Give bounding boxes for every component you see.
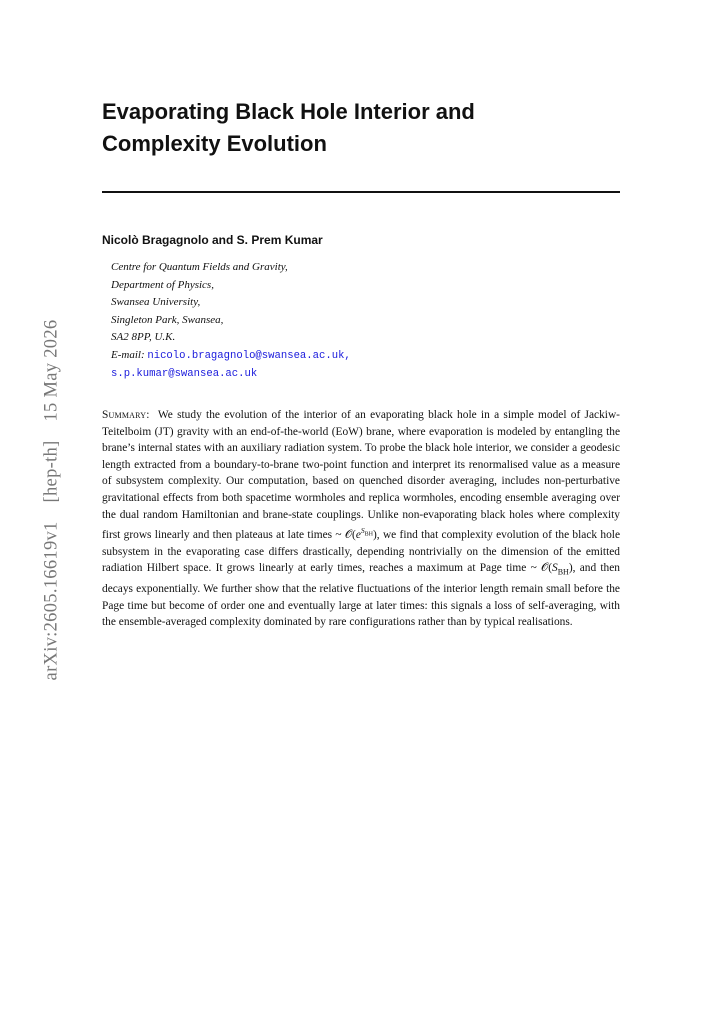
title-line-1: Evaporating Black Hole Interior and	[102, 99, 475, 124]
arxiv-id: arXiv:2605.16619v1	[41, 521, 62, 681]
summary-text-1: We study the evolution of the interior of an evaporating black hole in a simple model of Jackiw-Teitelboim (JT) gravity with an end-of-the-world (EoW) brane, where evaporation is modeled by entangling the brane’s internal states with an auxiliary radiation system. To probe the black hole interior, we consider a geodesic length extracted from a boundary-to-brane two-point function and interpret its renormalised value as a measure of subsystem complexity. Our computation, based on quenched disorder averaging, includes non-perturbative gravitational effects from both spacetime wormholes and replica wormholes, encoding ensemble averaging over the dual random Hamiltonian and brane-state couplings. Unlike non-evaporating black holes where complexity first grows linearly and then plateaus at late times	[102, 409, 620, 541]
summary-paragraph	[102, 407, 620, 631]
paper-title	[102, 96, 622, 160]
affiliation-line: Department of Physics,	[111, 278, 214, 291]
affiliation-line: Centre for Quantum Fields and Gravity,	[111, 261, 288, 273]
affiliation-block	[111, 259, 351, 384]
summary-text-2: , we find that complexity evolution of the black hole subsystem in the evaporating case differs drastically, depending nontrivially on the dimension of the emitted radiation Hilbert space. It grows linearly at early times, reaches a maximum at Page time	[102, 528, 620, 575]
author-list: Nicolò Bragagnolo and S. Prem Kumar	[102, 233, 323, 247]
email-link-1[interactable]: nicolo.bragagnolo@swansea.ac.uk,	[147, 349, 351, 362]
math-order-sbh: ~ $𝒪(S_{BH})$	[530, 562, 573, 577]
summary-heading: Summary:	[102, 409, 150, 421]
affiliation-line: SA2 8PP, U.K.	[111, 331, 176, 343]
title-line-2: Complexity Evolution	[102, 131, 327, 156]
email-line	[111, 347, 351, 366]
affiliation-line: Swansea University,	[111, 296, 201, 308]
arxiv-category: [hep-th]	[41, 440, 62, 503]
email-label: E-mail:	[111, 348, 145, 361]
arxiv-date: 15 May 2026	[41, 319, 62, 422]
email-link-2[interactable]: s.p.kumar@swansea.ac.uk	[111, 368, 258, 380]
title-rule	[102, 191, 620, 193]
arxiv-sidebar-stamp	[42, 320, 63, 681]
summary-text-3: , and then decays exponentially. We further show that the relative fluctuations of the interior length remain small before the Page time but become of order one and eventually large at later times: this signals a loss of self-averaging, with the ensemble-averaged complexity dominated by rare configurations rather than by typical realisations.	[102, 562, 620, 629]
affiliation-line: Singleton Park, Swansea,	[111, 313, 224, 326]
math-order-exp-sbh: ~ $𝒪(e^{S_{BH}})$	[335, 526, 377, 541]
email-line-2	[111, 365, 351, 384]
